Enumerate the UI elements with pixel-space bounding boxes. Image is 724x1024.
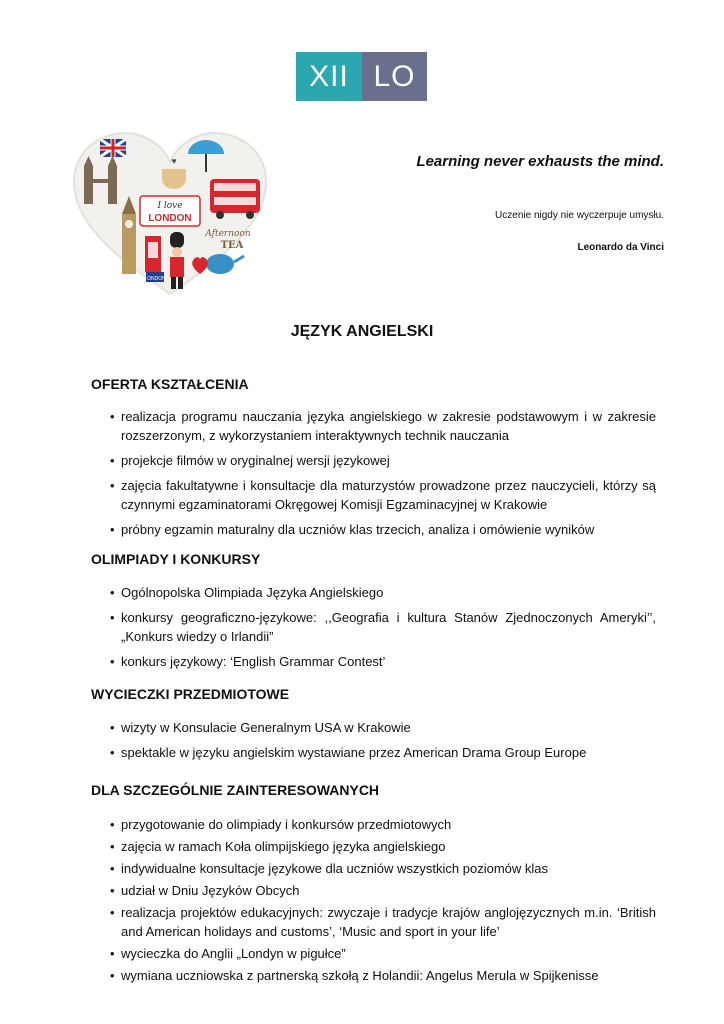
- list-item: • wymiana uczniowska z partnerską szkołą z Holandii: Angelus Merula w Spijkenisse: [91, 966, 656, 985]
- london-heart-illustration: [70, 124, 270, 304]
- page-title: JĘZYK ANGIELSKI: [290, 323, 434, 340]
- list-item: • przygotowanie do olimpiady i konkursów przedmiotowych: [91, 815, 656, 834]
- tea-line2: TEA: [220, 240, 244, 251]
- section-heading-zainteresowani: DLA SZCZEGÓLNIE ZAINTERESOWANYCH: [91, 782, 380, 798]
- quote-polish: Uczenie nigdy nie wyczerpuje umysłu.: [495, 210, 664, 221]
- list-item: • wycieczka do Anglii „Londyn w pigułce”: [91, 944, 656, 963]
- i-love-london-sign: [140, 196, 200, 226]
- list-item: • spektakle w języku angielskim wystawiane przez American Drama Group Europe: [91, 743, 656, 762]
- list-item: • indywidualne konsultacje językowe dla uczniów wszystkich poziomów klas: [91, 859, 656, 878]
- double-decker-bus-icon: [210, 179, 260, 219]
- phone-box-icon: [145, 236, 161, 272]
- list-item: • zajęcia fakultatywne i konsultacje dla maturzystów prowadzone przez nauczycieli, którzy są czynnymi egzaminatorami Okręgowej Komisji Egzaminacyjnej w Krakowie: [91, 476, 656, 514]
- logo-part-a: XII: [296, 52, 362, 101]
- logo-part-b: LO: [362, 52, 427, 101]
- section-list-olimpiady: [91, 583, 656, 677]
- list-item: • konkursy geograficzno-językowe: ,,Geografia i kultura Stanów Zjednoczonych Ameryki’’, „Konkurs wiedzy o Irlandii”: [91, 608, 656, 646]
- school-logo: [296, 52, 427, 101]
- quote-author: Leonardo da Vinci: [577, 242, 664, 253]
- teapot-icon: [206, 254, 244, 274]
- list-item: • wizyty w Konsulacie Generalnym USA w Krakowie: [91, 718, 656, 737]
- sign-line2: LONDON: [148, 213, 192, 224]
- list-item: • Ogólnopolska Olimpiada Języka Angielskiego: [91, 583, 656, 602]
- tube-sign-icon: [144, 272, 166, 282]
- section-list-zainteresowani: [91, 815, 656, 988]
- sign-line1: I love: [157, 201, 183, 211]
- section-heading-olimpiady: OLIMPIADY I KONKURSY: [91, 551, 261, 567]
- tube-label: LONDON: [144, 276, 166, 282]
- section-list-oferta: [91, 407, 656, 545]
- list-item: • projekcje filmów w oryginalnej wersji językowej: [91, 451, 656, 470]
- tea-line1: Afternoon: [205, 229, 251, 239]
- list-item: • próbny egzamin maturalny dla uczniów klas trzecich, analiza i omówienie wyników: [91, 520, 656, 539]
- quote-english: Learning never exhausts the mind.: [416, 153, 664, 170]
- list-item: • realizacja projektów edukacyjnych: zwyczaje i tradycje krajów anglojęzycznych m.in. ‘British and American holidays and customs’, ‘Music and sport in your life’: [91, 903, 656, 941]
- section-heading-oferta: OFERTA KSZTAŁCENIA: [91, 376, 249, 392]
- list-item: • zajęcia w ramach Koła olimpijskiego języka angielskiego: [91, 837, 656, 856]
- list-item: • konkurs językowy: ‘English Grammar Contest’: [91, 652, 656, 671]
- section-heading-wycieczki: WYCIECZKI PRZEDMIOTOWE: [91, 686, 290, 702]
- union-jack-icon: [100, 139, 126, 157]
- list-item: • realizacja programu nauczania języka angielskiego w zakresie podstawowym i w zakresie rozszerzonym, z wykorzystaniem interaktywnych technik nauczania: [91, 407, 656, 445]
- list-item: • udział w Dniu Języków Obcych: [91, 881, 656, 900]
- svg-text:♥: ♥: [171, 156, 177, 166]
- section-list-wycieczki: [91, 718, 656, 768]
